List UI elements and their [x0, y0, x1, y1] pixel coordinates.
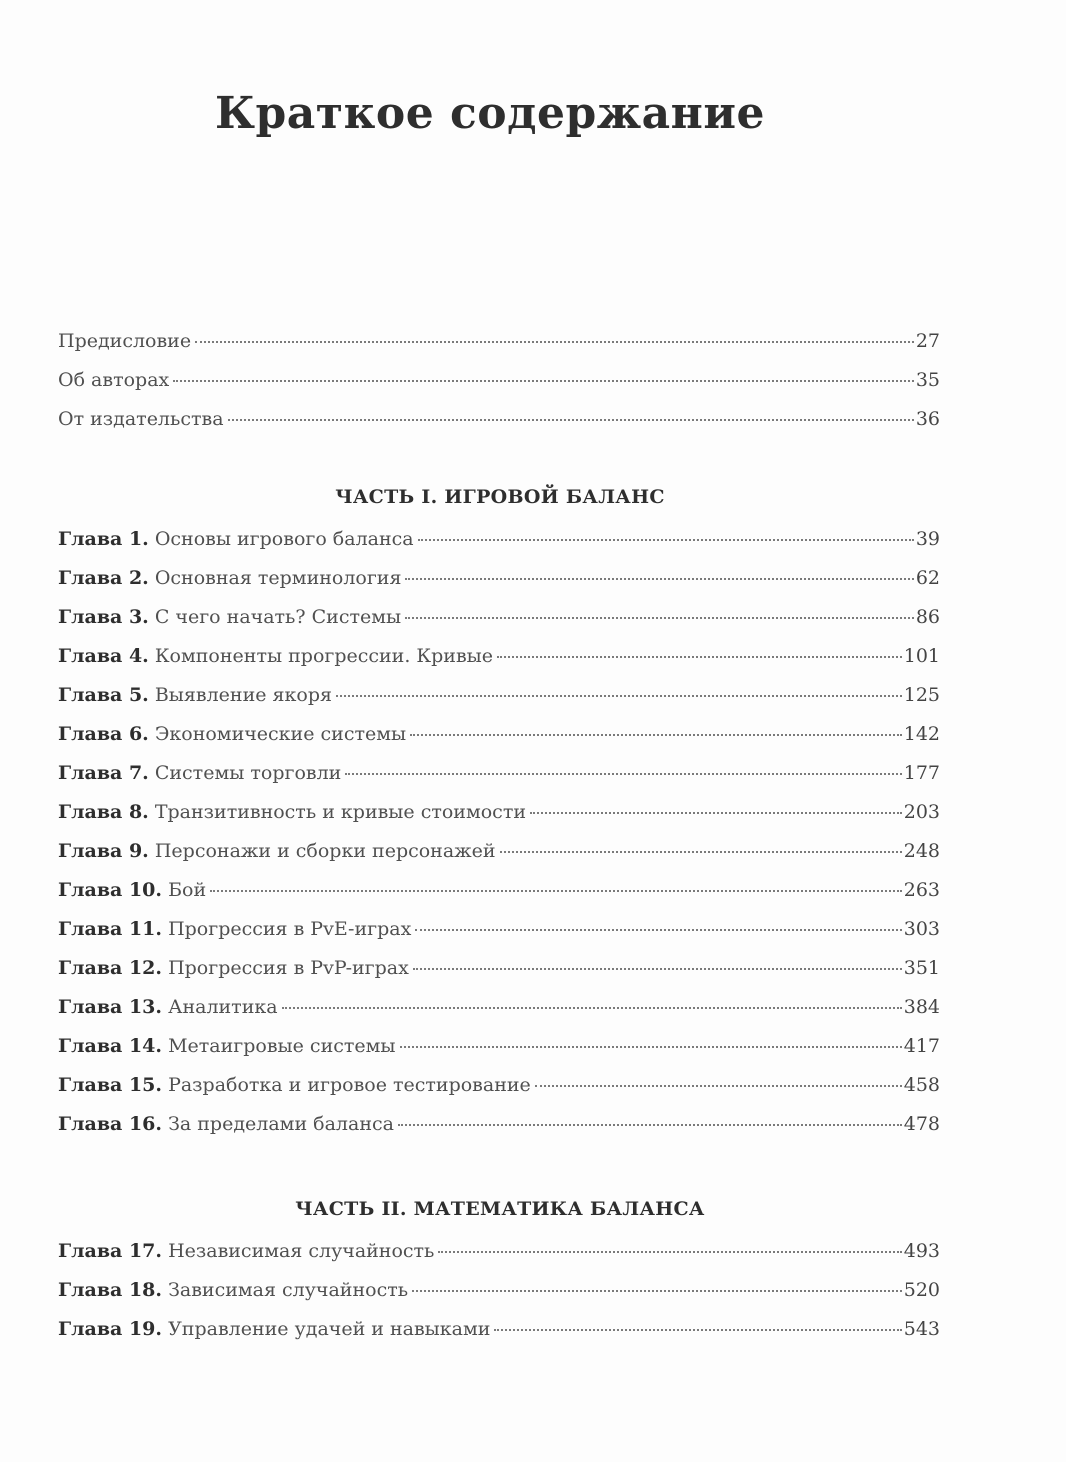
chapter-page: 384: [903, 996, 940, 1018]
toc-chapter-entry[interactable]: [58, 801, 940, 840]
toc-chapter-label: [58, 528, 414, 550]
chapter-title: Транзитивность и кривые стоимости: [154, 801, 527, 823]
chapter-page: 86: [915, 606, 940, 628]
chapter-number: Глава 11.: [58, 918, 163, 940]
chapter-title: За пределами баланса: [168, 1113, 394, 1135]
chapter-number: Глава 1.: [58, 528, 149, 550]
chapter-number: Глава 4.: [58, 645, 149, 667]
chapter-number: Глава 3.: [58, 606, 149, 628]
toc-chapter-label: [58, 606, 401, 628]
chapter-page: 248: [903, 840, 940, 862]
dot-leader: [195, 341, 914, 343]
chapter-page: 177: [903, 762, 940, 784]
dot-leader: [210, 890, 902, 892]
toc-chapter-entry[interactable]: [58, 528, 940, 567]
dot-leader: [530, 812, 902, 814]
toc-chapter-label: [58, 879, 206, 901]
chapter-number: Глава 18.: [58, 1279, 163, 1301]
part-1-chapter-list: [58, 528, 940, 1152]
chapter-title: Компоненты прогрессии. Кривые: [154, 645, 494, 667]
chapter-title: Основная терминология: [154, 567, 402, 589]
toc-chapter-label: [58, 1074, 531, 1096]
toc-chapter-label: [58, 996, 278, 1018]
toc-chapter-entry[interactable]: [58, 1240, 940, 1279]
part-2-chapter-list: [58, 1240, 940, 1357]
chapter-number: Глава 7.: [58, 762, 149, 784]
chapter-page: 351: [903, 957, 940, 979]
toc-chapter-label: [58, 1113, 394, 1135]
dot-leader: [400, 1046, 902, 1048]
chapter-title: Прогрессия в PvE-играх: [168, 918, 412, 940]
toc-entry-page: 35: [915, 369, 940, 391]
chapter-page: 493: [903, 1240, 940, 1262]
toc-chapter-label: [58, 723, 406, 745]
chapter-page: 39: [915, 528, 940, 550]
dot-leader: [282, 1007, 902, 1009]
toc-chapter-entry[interactable]: [58, 645, 940, 684]
toc-chapter-label: [58, 1279, 408, 1301]
chapter-page: 203: [903, 801, 940, 823]
dot-leader: [173, 380, 914, 382]
dot-leader: [410, 734, 902, 736]
chapter-title: Прогрессия в PvP-играх: [168, 957, 409, 979]
chapter-page: 520: [903, 1279, 940, 1301]
toc-chapter-entry[interactable]: [58, 918, 940, 957]
chapter-page: 125: [903, 684, 940, 706]
dot-leader: [494, 1329, 901, 1331]
dot-leader: [398, 1124, 902, 1126]
chapter-title: Персонажи и сборки персонажей: [154, 840, 496, 862]
dot-leader: [413, 968, 902, 970]
chapter-title: Зависимая случайность: [168, 1279, 409, 1301]
toc-chapter-label: [58, 567, 401, 589]
chapter-page: 263: [903, 879, 940, 901]
chapter-title: Бой: [168, 879, 207, 901]
chapter-title: Метаигровые системы: [168, 1035, 396, 1057]
dot-leader: [336, 695, 902, 697]
toc-chapter-label: [58, 918, 411, 940]
chapter-title: Аналитика: [168, 996, 278, 1018]
toc-chapter-entry[interactable]: [58, 957, 940, 996]
toc-chapter-entry[interactable]: [58, 1279, 940, 1318]
toc-chapter-entry[interactable]: [58, 1318, 940, 1357]
chapter-title: Независимая случайность: [168, 1240, 435, 1262]
chapter-number: Глава 10.: [58, 879, 163, 901]
chapter-number: Глава 16.: [58, 1113, 163, 1135]
chapter-number: Глава 13.: [58, 996, 163, 1018]
toc-chapter-entry[interactable]: [58, 1074, 940, 1113]
chapter-page: 478: [903, 1113, 940, 1135]
toc-chapter-entry[interactable]: [58, 723, 940, 762]
chapter-page: 101: [903, 645, 940, 667]
toc-chapter-entry[interactable]: [58, 996, 940, 1035]
toc-entry[interactable]: [58, 408, 940, 447]
toc-chapter-label: [58, 840, 496, 862]
chapter-page: 62: [915, 567, 940, 589]
chapter-number: Глава 6.: [58, 723, 149, 745]
dot-leader: [418, 539, 914, 541]
chapter-number: Глава 12.: [58, 957, 163, 979]
toc-chapter-entry[interactable]: [58, 606, 940, 645]
toc-chapter-label: [58, 957, 409, 979]
chapter-title: С чего начать? Системы: [154, 606, 402, 628]
chapter-title: Выявление якоря: [154, 684, 332, 706]
toc-chapter-label: [58, 684, 332, 706]
page-title: Краткое содержание: [215, 88, 765, 139]
toc-chapter-entry[interactable]: [58, 567, 940, 606]
chapter-number: Глава 5.: [58, 684, 149, 706]
chapter-page: 303: [903, 918, 940, 940]
chapter-number: Глава 19.: [58, 1318, 163, 1340]
dot-leader: [415, 929, 901, 931]
chapter-title: Управление удачей и навыками: [168, 1318, 491, 1340]
chapter-number: Глава 9.: [58, 840, 149, 862]
chapter-title: Экономические системы: [154, 723, 407, 745]
dot-leader: [405, 617, 914, 619]
toc-chapter-label: [58, 1318, 490, 1340]
toc-entry-label: Предисловие: [58, 330, 192, 352]
toc-chapter-label: [58, 762, 341, 784]
toc-chapter-label: [58, 645, 493, 667]
toc-entry-label: От издательства: [58, 408, 224, 430]
front-matter-list: [58, 330, 940, 447]
chapter-number: Глава 17.: [58, 1240, 163, 1262]
dot-leader: [345, 773, 901, 775]
toc-chapter-entry[interactable]: [58, 1113, 940, 1152]
dot-leader: [535, 1085, 902, 1087]
dot-leader: [405, 578, 913, 580]
part-1-heading: ЧАСТЬ I. ИГРОВОЙ БАЛАНС: [335, 486, 665, 508]
chapter-title: Разработка и игровое тестирование: [168, 1074, 531, 1096]
chapter-page: 543: [903, 1318, 940, 1340]
chapter-number: Глава 14.: [58, 1035, 163, 1057]
toc-chapter-entry[interactable]: [58, 762, 940, 801]
toc-entry-page: 27: [915, 330, 940, 352]
dot-leader: [438, 1251, 901, 1253]
toc-chapter-entry[interactable]: [58, 879, 940, 918]
chapter-title: Системы торговли: [154, 762, 342, 784]
toc-entry-page: 36: [915, 408, 940, 430]
chapter-title: Основы игрового баланса: [154, 528, 414, 550]
chapter-number: Глава 8.: [58, 801, 149, 823]
toc-chapter-label: [58, 1240, 434, 1262]
toc-chapter-label: [58, 1035, 396, 1057]
chapter-number: Глава 15.: [58, 1074, 163, 1096]
toc-chapter-entry[interactable]: [58, 1035, 940, 1074]
chapter-page: 417: [903, 1035, 940, 1057]
dot-leader: [412, 1290, 902, 1292]
chapter-page: 458: [903, 1074, 940, 1096]
toc-entry[interactable]: [58, 330, 940, 369]
dot-leader: [497, 656, 902, 658]
toc-chapter-entry[interactable]: [58, 684, 940, 723]
dot-leader: [500, 851, 902, 853]
toc-entry[interactable]: [58, 369, 940, 408]
toc-chapter-entry[interactable]: [58, 840, 940, 879]
chapter-page: 142: [903, 723, 940, 745]
dot-leader: [228, 419, 914, 421]
chapter-number: Глава 2.: [58, 567, 149, 589]
toc-chapter-label: [58, 801, 526, 823]
part-2-heading: ЧАСТЬ II. МАТЕМАТИКА БАЛАНСА: [295, 1198, 705, 1220]
toc-entry-label: Об авторах: [58, 369, 170, 391]
